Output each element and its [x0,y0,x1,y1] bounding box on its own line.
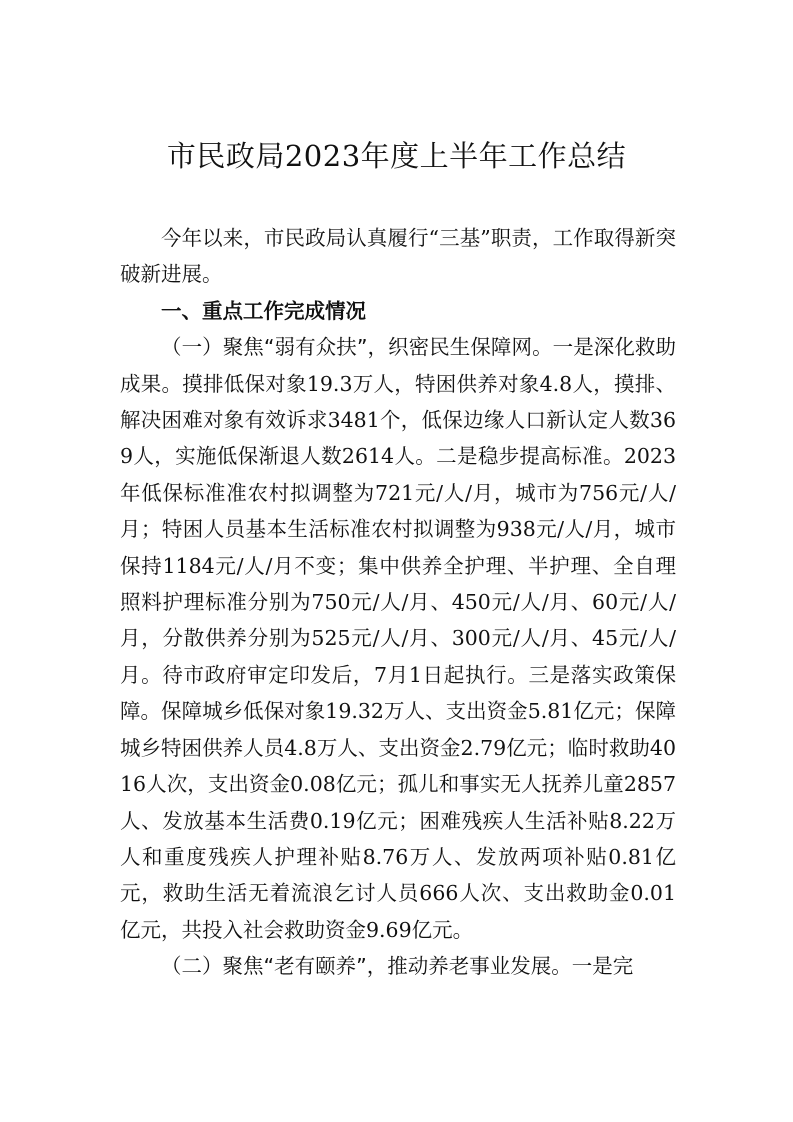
subsection-1-heading: （一）聚焦“弱有众扶”，织密民生保障网。 [161,335,553,360]
subsection-1-text: 一是深化救助成果。摸排低保对象19.3万人，特困供养对象4.8人，摸排、解决困难对象有效诉求3481个，低保边缘人口新认定人数369人，实施低保渐退人数2614人。二是稳步提高标准。2023年低保标准准农村拟调整为721元/人/月，城市为756元/人/月；特困人员基本生活标准农村拟调整为938元/人/月，城市保持1184元/人/月不变；集中供养全护理、半护理、全自理照料护理标准分别为750元/人/月、450元/人/月、60元/人/月，分散供养分别为525元/人/月、300元/人/月、45元/人/月。待市政府审定印发后，7月1日起执行。三是落实政策保障。保障城乡低保对象19.32万人、支出资金5.81亿元；保障城乡特困供养人员4.8万人、支出资金2.79亿元；临时救助4016人次，支出资金0.08亿元；孤儿和事实无人抚养儿童2857人、发放基本生活费0.19亿元；困难残疾人生活补贴8.22万人和重度残疾人护理补贴8.76万人、发放两项补贴0.81亿元，救助生活无着流浪乞讨人员666人次、支出救助金0.01亿元，共投入社会救助资金9.69亿元。 [120,335,676,942]
section-heading [120,293,676,329]
intro-paragraph: 今年以来，市民政局认真履行“三基”职责，工作取得新突破新进展。 [120,226,676,287]
subsection-1-paragraph [120,329,676,948]
subsection-2-paragraph [120,948,676,984]
section-1-heading: 一、重点工作完成情况 [161,298,366,323]
subsection-2-text: 一是完 [571,954,634,979]
document-body [120,220,676,985]
document-title: 市民政局2023年度上半年工作总结 [166,139,627,173]
subsection-2-heading: （二）聚焦“老有颐养”，推动养老事业发展。 [161,954,572,979]
